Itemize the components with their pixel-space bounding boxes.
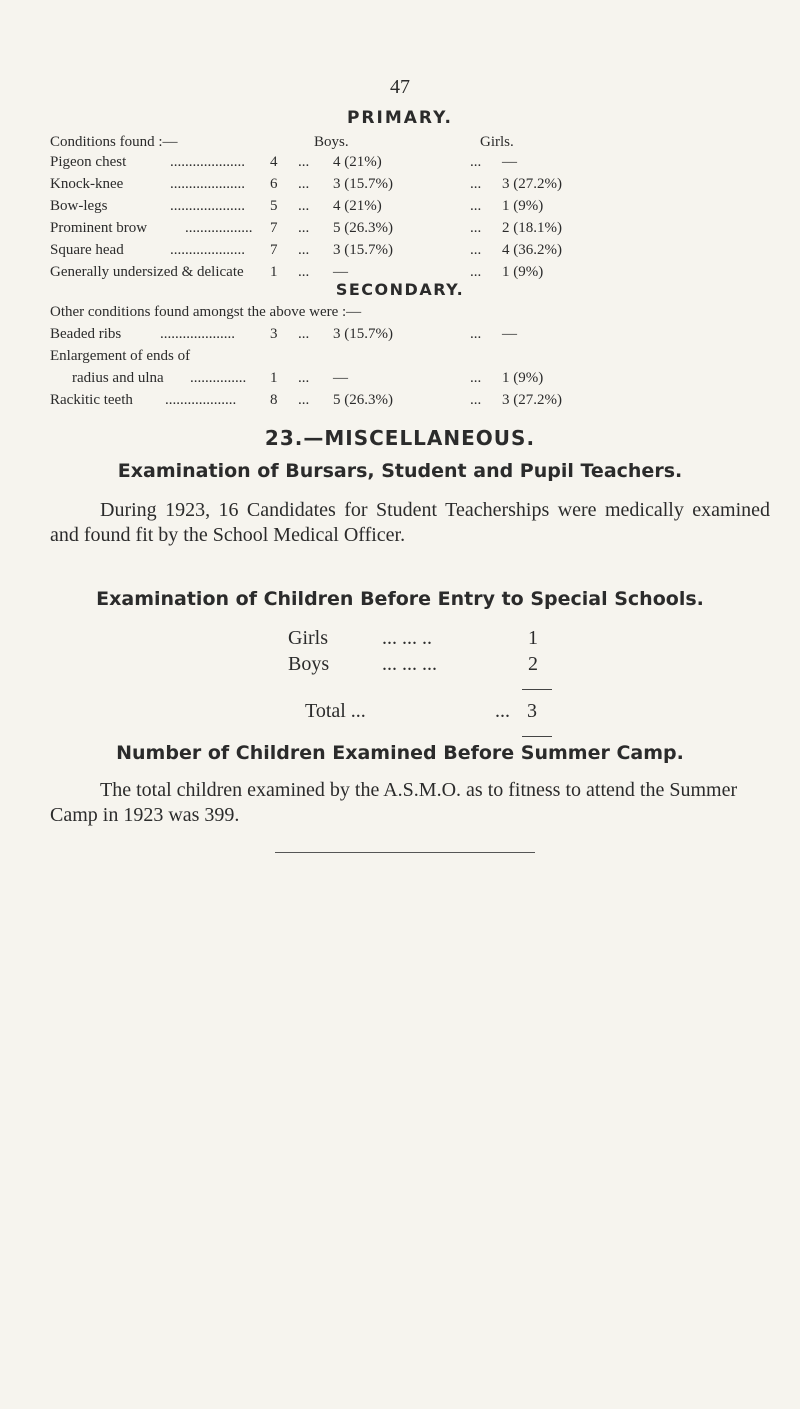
total-count: 7 [270,220,278,236]
girls-value: 1 [528,627,538,649]
separator-dots: ... [470,242,482,258]
girls-value: 1 (9%) [502,370,544,386]
condition-label: Rackitic teeth [50,392,133,408]
primary-heading: PRIMARY. [346,108,454,128]
table-row [50,368,770,388]
summer-camp-paragraph [50,778,770,828]
condition-label: Prominent brow [50,220,148,236]
separator-dots: ... [298,154,310,170]
separator-dots: ... [470,326,482,342]
separator-dots: ... [470,176,482,192]
total-count: 8 [270,392,278,408]
condition-label: Beaded ribs [50,326,122,342]
condition-label: radius and ulna [72,370,164,386]
boys-value: — [333,370,348,386]
leader-dots: .................... [170,198,245,214]
total-label: Total ... [305,700,366,722]
table-row [50,324,770,344]
girls-value: 2 (18.1%) [502,220,562,236]
condition-label: Bow-legs [50,198,108,214]
separator-dots: ... [470,154,482,170]
girls-value: 3 (27.2%) [502,176,562,192]
leader-dots: ... [495,700,510,722]
separator-dots: ... [298,220,310,236]
girls-label: Girls [288,627,328,649]
total-count: 4 [270,154,278,170]
table-row [50,196,770,216]
table-row [50,152,770,172]
table-row [50,218,770,238]
table-header-row [50,132,770,152]
boys-value: 5 (26.3%) [333,220,393,236]
separator-dots: ... [298,242,310,258]
total-count: 3 [270,326,278,342]
boys-value: — [333,264,348,280]
total-value: 3 [527,700,537,722]
boys-value: 4 (21%) [333,198,382,214]
separator-dots: ... [470,198,482,214]
girls-value: — [502,326,517,342]
sum-rule [522,689,552,690]
condition-label: Enlargement of ends of [50,348,191,364]
girls-column-header: Girls. [480,134,514,150]
girls-value: 3 (27.2%) [502,392,562,408]
leader-dots: .................... [170,242,245,258]
end-rule [275,852,535,853]
secondary-intro [50,302,770,322]
table-row [50,174,770,194]
separator-dots: ... [470,392,482,408]
total-count: 7 [270,242,278,258]
separator-dots: ... [298,176,310,192]
leader-dots: ... ... .. [382,627,432,649]
condition-label: Square head [50,242,124,258]
boys-value: 4 (21%) [333,154,382,170]
boys-label: Boys [288,653,330,675]
secondary-heading: SECONDARY. [335,280,465,299]
bursars-heading: Examination of Bursars, Student and Pupil Teachers. [117,460,683,482]
total-count-row [305,698,605,724]
boys-count-row [288,651,588,677]
separator-dots: ... [470,264,482,280]
leader-dots: ............... [190,370,247,386]
special-schools-heading: Examination of Children Before Entry to Special Schools. [96,588,704,610]
total-count: 6 [270,176,278,192]
table-row [50,240,770,260]
leader-dots: ................... [165,392,237,408]
table-row [50,346,770,366]
bursars-paragraph [50,498,770,548]
leader-dots: .................... [170,154,245,170]
total-count: 1 [270,370,278,386]
leader-dots: .................. [185,220,253,236]
condition-label: Knock-knee [50,176,124,192]
separator-dots: ... [298,326,310,342]
separator-dots: ... [298,392,310,408]
boys-value: 3 (15.7%) [333,176,393,192]
boys-value: 3 (15.7%) [333,242,393,258]
leader-dots: ... ... ... [382,653,437,675]
girls-count-row [288,625,588,651]
separator-dots: ... [298,264,310,280]
table-row [50,262,770,282]
separator-dots: ... [470,220,482,236]
girls-value: 1 (9%) [502,264,544,280]
condition-label: Pigeon chest [50,154,127,170]
miscellaneous-heading: 23.—MISCELLANEOUS. [264,426,536,450]
secondary-intro-text: Other conditions found amongst the above were :— [50,304,362,320]
summer-camp-heading: Number of Children Examined Before Summer Camp. [116,742,684,764]
girls-value: 4 (36.2%) [502,242,562,258]
separator-dots: ... [298,198,310,214]
total-count: 5 [270,198,278,214]
boys-value: 5 (26.3%) [333,392,393,408]
page-number: 47 [390,76,410,98]
leader-dots: .................... [170,176,245,192]
summer-camp-text: The total children examined by the A.S.M.O. as to fitness to attend the Summer Camp in 1923 was 399. [50,779,738,826]
girls-value: 1 (9%) [502,198,544,214]
boys-column-header: Boys. [314,134,349,150]
girls-value: — [502,154,517,170]
condition-label: Generally undersized & delicate [50,264,244,280]
total-count: 1 [270,264,278,280]
boys-value: 3 (15.7%) [333,326,393,342]
leader-dots: .................... [160,326,235,342]
table-row [50,390,770,410]
boys-value: 2 [528,653,538,675]
conditions-column-header: Conditions found :— [50,134,178,150]
separator-dots: ... [298,370,310,386]
bursars-text: During 1923, 16 Candidates for Student Teacherships were medically examined and found fit by the School Medical Officer. [50,499,770,546]
total-rule [522,736,552,737]
separator-dots: ... [470,370,482,386]
